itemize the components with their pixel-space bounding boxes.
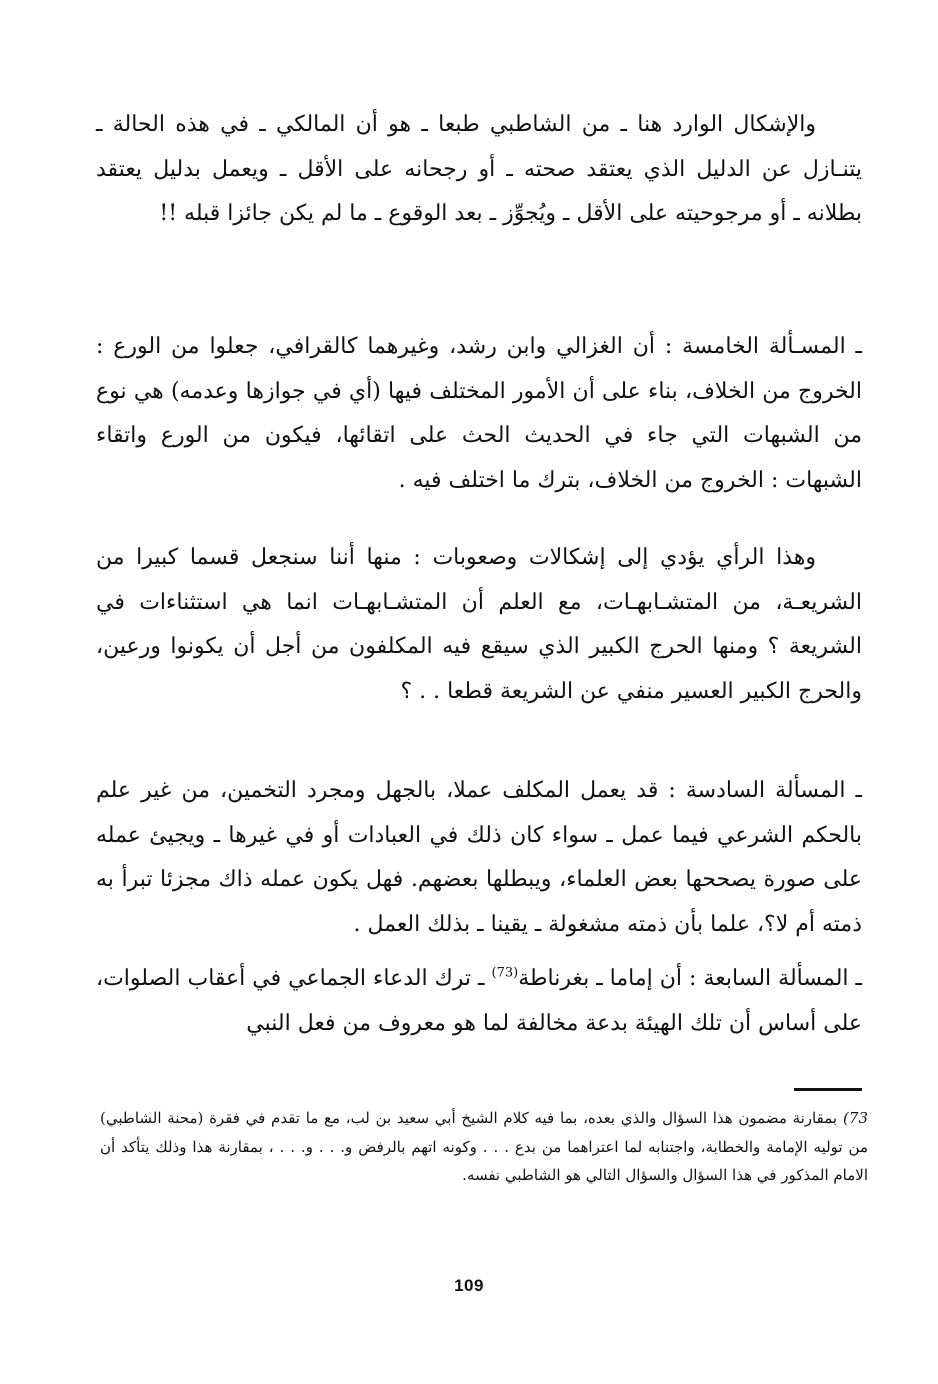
paragraph-4 xyxy=(96,769,862,947)
page-number: 109 xyxy=(454,1276,484,1295)
footnote-73 xyxy=(100,1104,868,1190)
paragraph-2 xyxy=(96,325,862,503)
footnote-number: 73) xyxy=(843,1109,868,1127)
paragraph-text xyxy=(96,957,862,1046)
footnote-reference[interactable]: (73) xyxy=(491,965,519,981)
paragraph-text-end: ـ ترك الدعاء الجماعي في أعقاب الصلوات، على أساس أن تلك الهيئة بدعة مخالفة لما هو معروف من فعل النبي xyxy=(96,966,862,1036)
paragraph-5 xyxy=(96,957,862,1046)
paragraph-3 xyxy=(96,536,862,714)
paragraph-text-start: ـ المسألة السابعة : أن إماما ـ بغرناطة xyxy=(518,966,862,991)
paragraph-text: وهذا الرأي يؤدي إلى إشكالات وصعوبات : منها أننا سنجعل قسما كبيرا من الشريعـة، من المتشـابهـات، مع العلم أن المتشـابهـات انما هي استثناءات في الشريعة ؟ ومنها الحرج الكبير الذي سيقع فيه المكلفون من أجل أن يكونوا ورعين، والحرج الكبير العسير منفي عن الشريعة قطعا . . ؟ xyxy=(96,545,862,704)
paragraph-1 xyxy=(96,103,862,237)
footnote-text-line xyxy=(100,1104,868,1190)
paragraph-text: ـ المسـألة الخامسة : أن الغزالي وابن رشد، وغيرهما كالقرافي، جعلوا من الورع : الخروج من الخلاف، بناء على أن الأمور المختلف فيها (أي في جوازها وعدمه) هي نوع من الشبهات التي جاء في الحديث الحث على اتقائها، فيكون من الورع واتقاء الشبهات : الخروج من الخلاف، بترك ما اختلف فيه . xyxy=(96,334,862,493)
footnote-separator xyxy=(794,1088,862,1091)
footnote-text: بمقارنة مضمون هذا السؤال والذي بعده، بما فيه كلام الشيخ أبي سعيد بن لب، مع ما تقدم في فقرة (محنة الشاطبي) من توليه الإمامة والخطابة، واجتنابه لما اعتراهما من بدع . . . وكونه اتهم بالرفض و. . . و. . . ، بمقارنة هذا وذلك يتأكد أن الامام المذكور في هذا السؤال والسؤال التالي هو الشاطبي نفسه. xyxy=(100,1109,868,1184)
paragraph-text: والإشكال الوارد هنا ـ من الشاطبي طبعا ـ هو أن المالكي ـ في هذه الحالة ـ يتنـازل عن الدليل الذي يعتقد صحته ـ أو رجحانه على الأقل ـ ويعمل بدليل يعتقد بطلانه ـ أو مرجوحيته على الأقل ـ ويُجوِّز ـ بعد الوقوع ـ ما لم يكن جائزا قبله !! xyxy=(96,112,862,226)
paragraph-text: ـ المسألة السادسة : قد يعمل المكلف عملا، بالجهل ومجرد التخمين، من غير علم بالحكم الشرعي فيما عمل ـ سواء كان ذلك في العبادات أو في غيرها ـ ويجيئ عمله على صورة يصححها بعض العلماء، ويبطلها بعضهم. فهل يكون عمله ذاك مجزئا تبرأ به ذمته أم لا؟، علما بأن ذمته مشغولة ـ يقينا ـ بذلك العمل . xyxy=(96,778,862,937)
